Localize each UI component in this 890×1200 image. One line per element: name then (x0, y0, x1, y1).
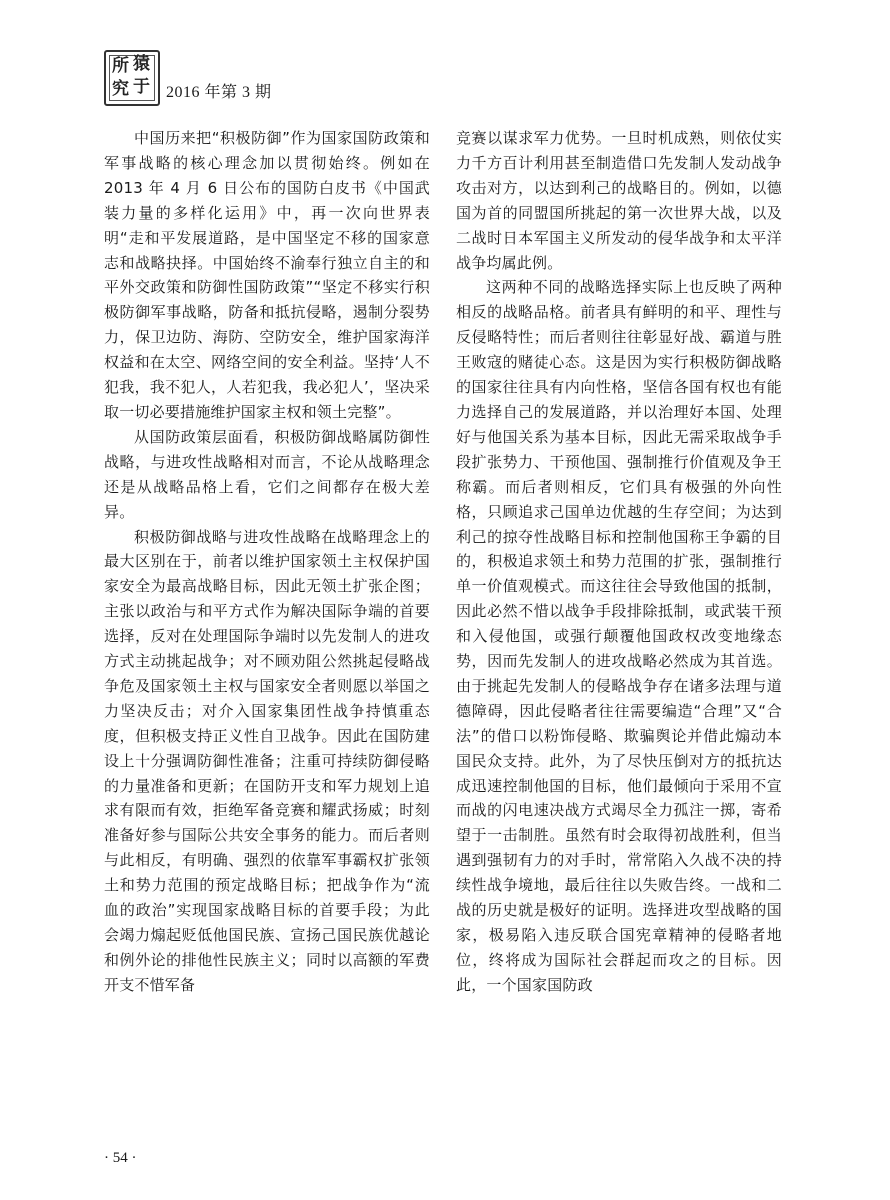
paragraph: 这两种不同的战略选择实际上也反映了两种相反的战略品格。前者具有鲜明的和平、理性与反侵略特性；而后者则往往彰显好战、霸道与胜王败寇的赌徒心态。这是因为实行积极防御战略的国家往往具有内向性格，坚信各国有权也有能力选择自己的发展道路，并以治理好本国、处理好与他国关系为基本目标，因此无需采取战争手段扩张势力、干预他国、强制推行价值观及争王称霸。而后者则相反，它们具有极强的外向性格，只顾追求己国单边优越的生存空间；为达到利己的掠夺性战略目标和控制他国称王争霸的目的，积极追求领土和势力范围的扩张，强制推行单一价值观模式。而这往往会导致他国的抵制，因此必然不惜以战争手段排除抵制，或武装干预和入侵他国，或强行颠覆他国政权改变地缘态势，因而先发制人的进攻战略必然成为其首选。由于挑起先发制人的侵略战争存在诸多法理与道德障碍，因此侵略者往往需要编造“合理”又“合法”的借口以粉饰侵略、欺骗舆论并借此煽动本国民众支持。此外，为了尽快压倒对方的抵抗达成迅速控制他国的目标，他们最倾向于采用不宣而战的闪电速决战方式竭尽全力孤注一掷，寄希望于一击制胜。虽然有时会取得初战胜利，但当遇到强韧有力的对手时，常常陷入久战不决的持续性战争境地，最后往往以失败告终。一战和二战的历史就是极好的证明。选择进攻型战略的国家，极易陷入违反联合国宪章精神的侵略者地位，终将成为国际社会群起而攻之的目标。因此，一个国家国防政 (456, 278, 782, 994)
logo-char: 究 (112, 79, 129, 99)
paragraph: 积极防御战略与进攻性战略在战略理念上的最大区别在于，前者以维护国家领土主权保护国家安全为最高战略目标，因此无领土扩张企图；主张以政治与和平方式作为解决国际争端的首要选择，反对在处理国际争端时以先发制人的进攻方式主动挑起战争；对不顾劝阻公然挑起侵略战争危及国家领土主权与国家安全者则愿以举国之力坚决反击；对介入国家集团性战争持慎重态度，但积极支持正义性自卫战争。因此在国防建设上十分强调防御性准备；注重可持续防御侵略的力量准备和更新；在国防开支和军力规划上追求有限而有效，拒绝军备竞赛和耀武扬威；时刻准备好参与国际公共安全事务的能力。而后者则与此相反，有明确、强烈的依靠军事霸权扩张领土和势力范围的预定战略目标；把战争作为“流血的政治”实现国家战略目标的首要手段；为此会竭力煽起贬低他国民族、宣扬己国民族优越论和例外论的排他性民族主义；同时以高额的军费开支不惜军备 (104, 527, 430, 994)
paragraph: 从国防政策层面看，积极防御战略属防御性战略，与进攻性战略相对而言，不论从战略理念还是从战略品格上看，它们之间都存在极大差异。 (104, 427, 430, 521)
issue-label: 2016 年第 3 期 (166, 84, 272, 101)
left-column (104, 126, 430, 998)
journal-header (104, 50, 434, 110)
logo-char: 于 (133, 77, 150, 97)
paragraph: 竞赛以谋求军力优势。一旦时机成熟，则依仗实力千方百计利用甚至制造借口先发制人发动战争攻击对方，以达到利己的战略目的。例如，以德国为首的同盟国所挑起的第一次世界大战，以及二战时日本军国主义所发动的侵华战争和太平洋战争均属此例。 (456, 129, 782, 272)
page-number: · 54 · (104, 1150, 137, 1166)
logo-char: 猿 (133, 54, 150, 74)
right-column (456, 126, 782, 998)
journal-logo (104, 50, 160, 106)
logo-char: 所 (112, 56, 129, 76)
paragraph: 中国历来把“积极防御”作为国家国防政策和军事战略的核心理念加以贯彻始终。例如在 2013 年 4 月 6 日公布的国防白皮书《中国武装力量的多样化运用》中，再一次向世界表明“走和平发展道路，是中国坚定不移的国家意志和战略抉择。中国始终不渝奉行独立自主的和平外交政策和防御性国防政策”“坚定不移实行积极防御军事战略，防备和抵抗侵略，遏制分裂势力，保卫边防、海防、空防安全，维护国家海洋权益和在太空、网络空间的安全利益。坚持‘人不犯我，我不犯人，人若犯我，我必犯人’，坚决采取一切必要措施维护国家主权和领土完整”。 (104, 129, 430, 421)
